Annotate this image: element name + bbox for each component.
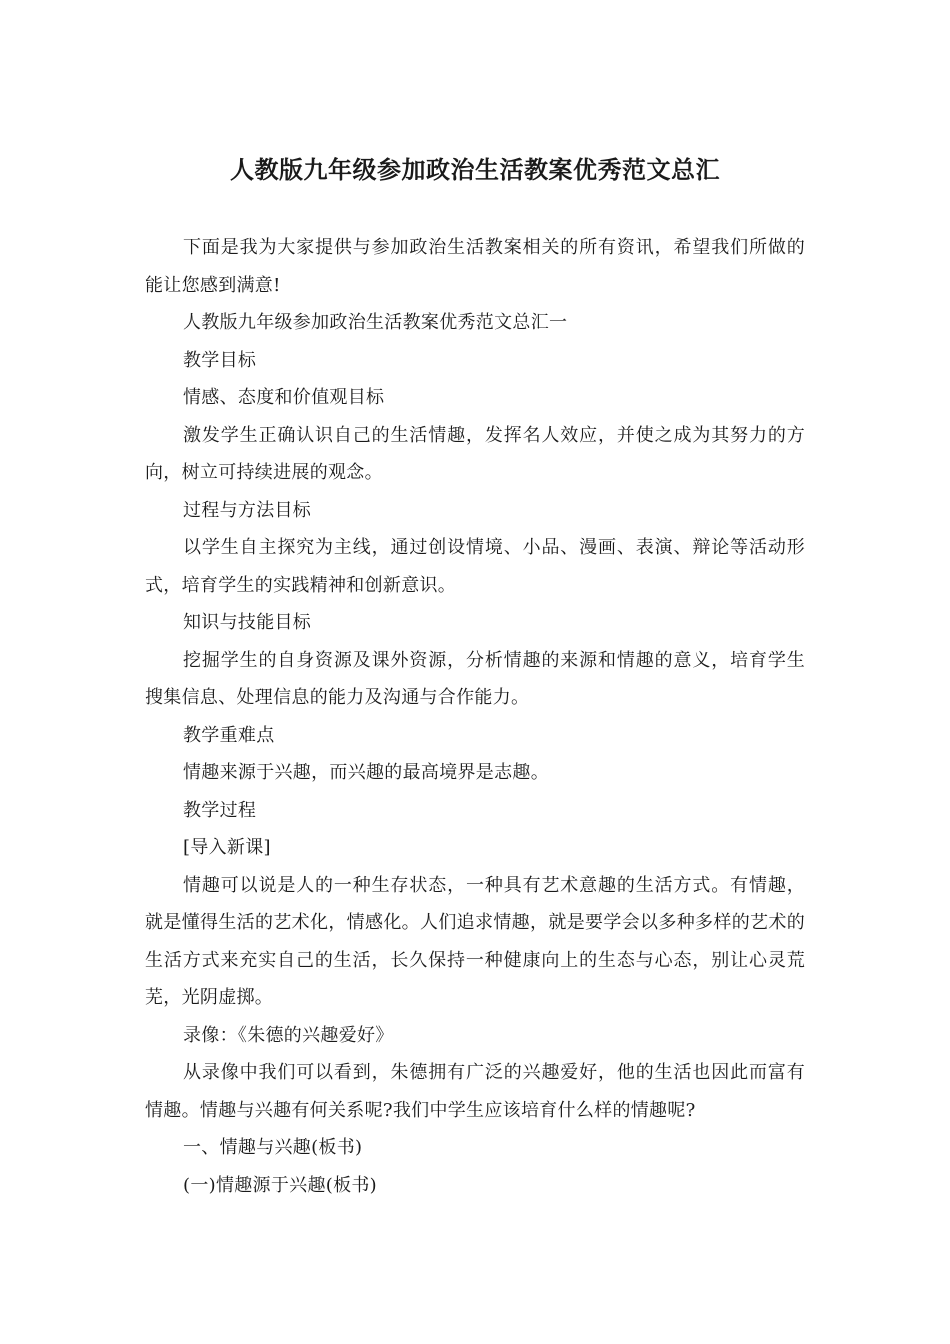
paragraph-board-2: (一)情趣源于兴趣(板书) (183, 1174, 377, 1196)
paragraph-interest-intro: 情趣可以说是人的一种生存状态，一种具有艺术意趣的生活方式。有情趣，就是懂得生活的艺术化，情感化。人们追求情趣，就是要学会以多种多样的艺术的生活方式来充实自己的生活，长久保持一种健康向上的生态与心态，别让心灵荒芜，光阴虚掷。 (145, 874, 805, 1008)
paragraph-video-discussion: 从录像中我们可以看到，朱德拥有广泛的兴趣爱好，他的生活也因此而富有情趣。情趣与兴趣有何关系呢?我们中学生应该培育什么样的情趣呢? (145, 1062, 805, 1121)
paragraph-knowledge-goals: 挖掘学生的自身资源及课外资源，分析情趣的来源和情趣的意义，培育学生搜集信息、处理信息的能力及沟通与合作能力。 (145, 649, 805, 708)
paragraph-heading-process-goals: 过程与方法目标 (183, 499, 312, 521)
paragraph-heading-process: 教学过程 (183, 799, 257, 821)
paragraph-new-lesson: [导入新课] (183, 837, 271, 858)
paragraph-process-goals: 以学生自主探究为主线，通过创设情境、小品、漫画、表演、辩论等活动形式，培育学生的实践精神和创新意识。 (145, 537, 805, 596)
paragraph-section-title: 人教版九年级参加政治生活教案优秀范文总汇一 (183, 312, 568, 333)
paragraph-heading-knowledge-goals: 知识与技能目标 (183, 612, 312, 633)
paragraph-video: 录像：《朱德的兴趣爱好》 (183, 1024, 394, 1046)
paragraph-key-points: 情趣来源于兴趣，而兴趣的最高境界是志趣。 (183, 762, 549, 783)
paragraph-intro: 下面是我为大家提供与参加政治生活教案相关的所有资讯，希望我们所做的能让您感到满意! (145, 237, 805, 296)
paragraph-board-1: 一、情趣与兴趣(板书) (183, 1137, 363, 1158)
document-body (145, 229, 805, 1204)
paragraph-heading-goals: 教学目标 (183, 349, 257, 371)
paragraph-heading-emotion-goals: 情感、态度和价值观目标 (183, 387, 385, 408)
paragraph-emotion-goals: 激发学生正确认识自己的生活情趣，发挥名人效应，并使之成为其努力的方向，树立可持续进展的观念。 (145, 424, 805, 483)
document-title: 人教版九年级参加政治生活教案优秀范文总汇 (230, 156, 720, 184)
paragraph-heading-key-points: 教学重难点 (183, 724, 275, 746)
